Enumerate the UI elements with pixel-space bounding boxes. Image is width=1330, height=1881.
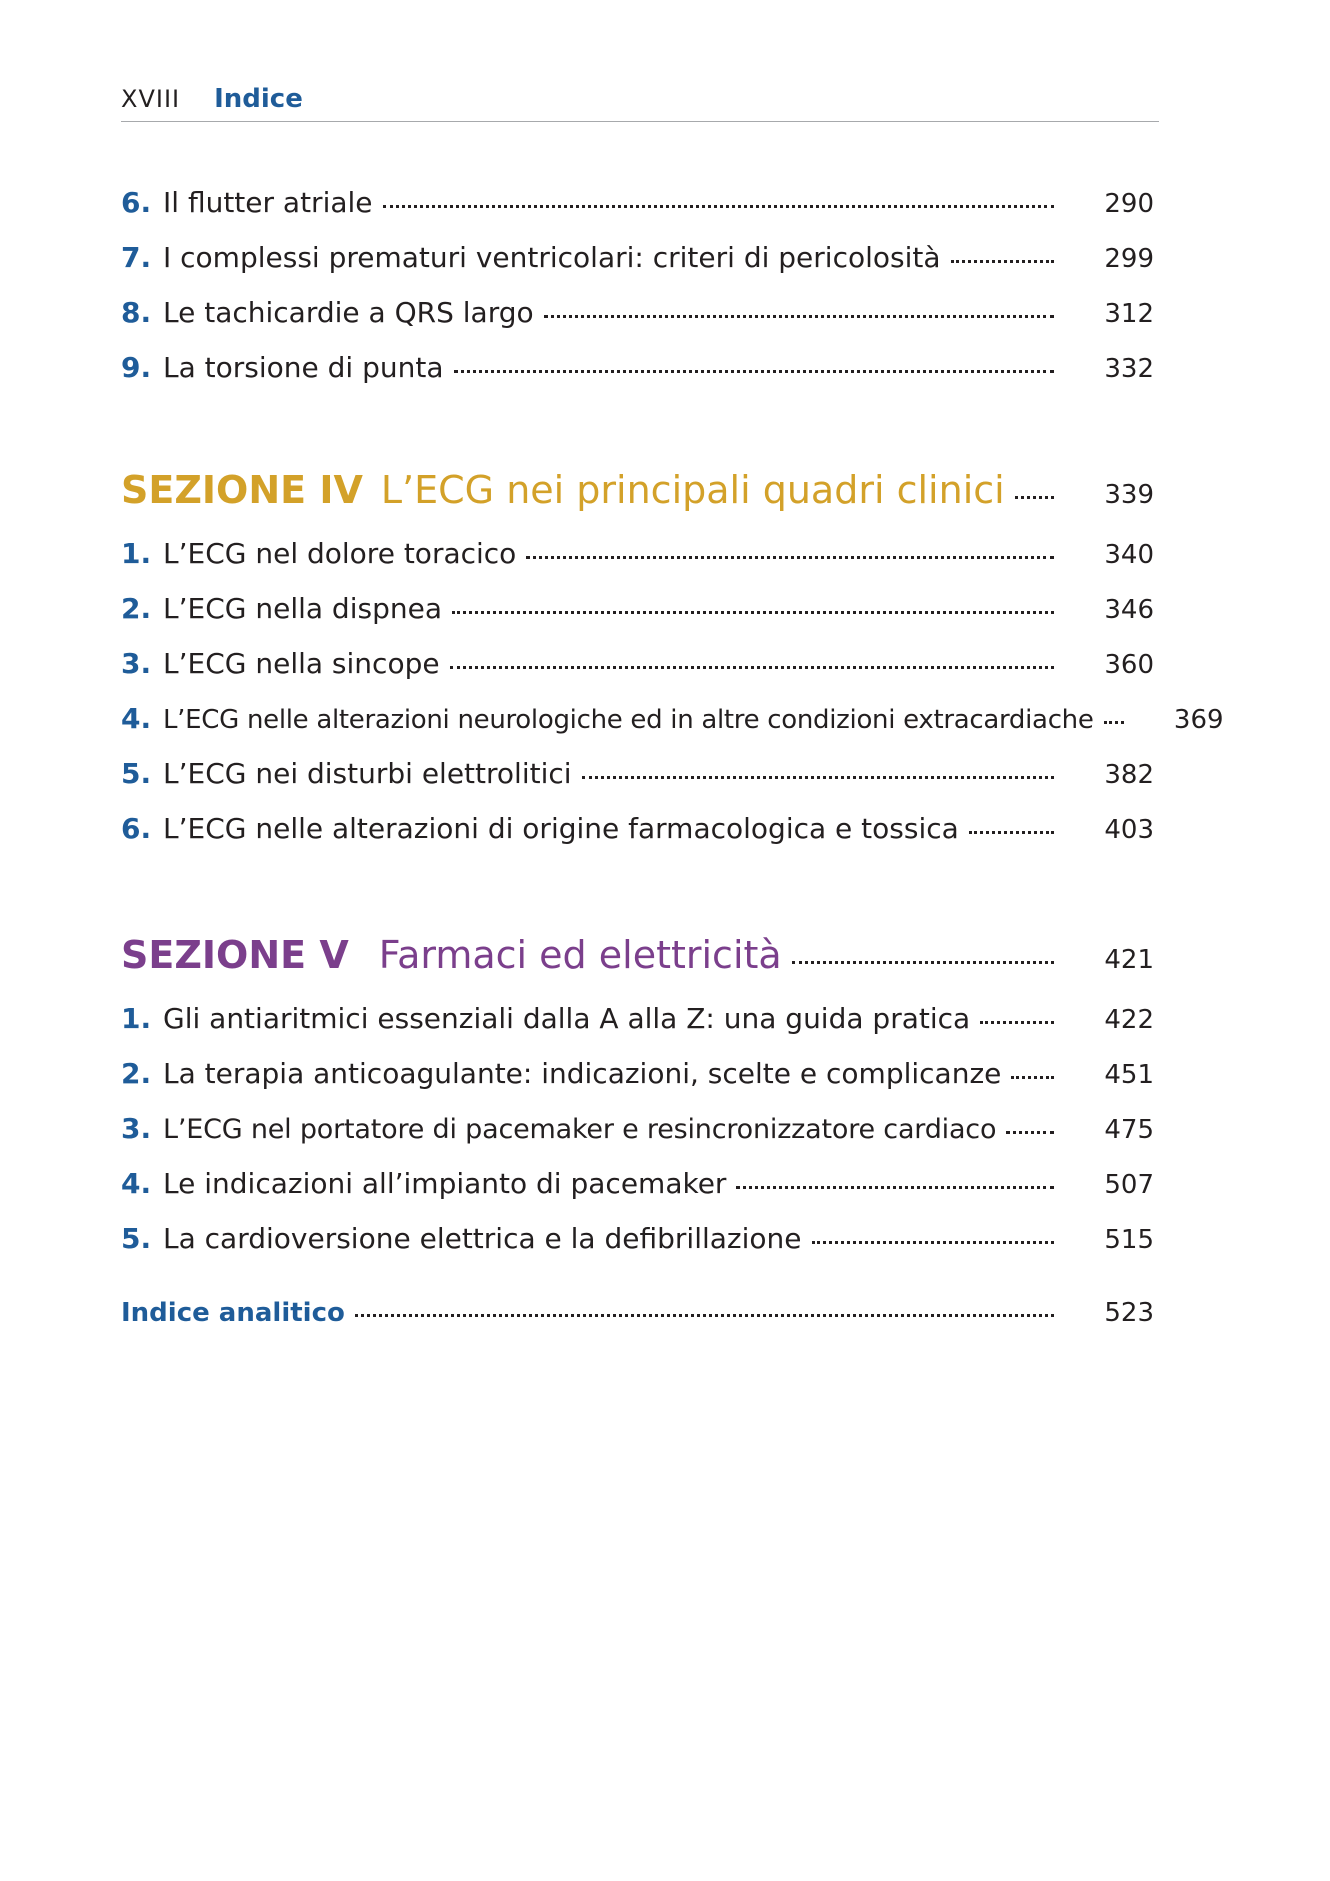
- entry-title: La torsione di punta: [163, 351, 444, 384]
- entry-page: 360: [1104, 650, 1154, 680]
- entry-number: 6.: [121, 186, 152, 219]
- entry-number: 8.: [121, 296, 152, 329]
- toc-entry[interactable]: [121, 1002, 1154, 1048]
- entry-page: 507: [1104, 1170, 1154, 1200]
- entry-title: Le tachicardie a QRS largo: [163, 296, 534, 329]
- dot-leader: [736, 1186, 1054, 1189]
- toc-entry[interactable]: [121, 296, 1154, 342]
- entry-page: 382: [1104, 760, 1154, 790]
- entry-title: I complessi prematuri ventricolari: criteri di pericolosità: [163, 241, 941, 274]
- page-folio: XVIII: [121, 85, 181, 113]
- section-label: SEZIONE IV: [121, 468, 363, 512]
- entry-page: 515: [1104, 1225, 1154, 1255]
- toc-entry[interactable]: [121, 1057, 1154, 1103]
- section-heading-v[interactable]: [121, 933, 1154, 993]
- toc-entry[interactable]: [121, 351, 1154, 397]
- entry-number: 6.: [121, 812, 152, 845]
- entry-title: L’ECG nel dolore toracico: [163, 537, 517, 570]
- entry-number: 5.: [121, 1222, 152, 1255]
- dot-leader: [980, 1021, 1054, 1024]
- entry-number: 7.: [121, 241, 152, 274]
- section-label: SEZIONE V: [121, 933, 349, 977]
- dot-leader: [454, 370, 1054, 373]
- entry-title: L’ECG nella dispnea: [163, 592, 442, 625]
- entry-page: 422: [1104, 1005, 1154, 1035]
- dot-leader: [526, 556, 1054, 559]
- dot-leader: [969, 831, 1054, 834]
- dot-leader: [951, 260, 1054, 263]
- toc-entry[interactable]: [121, 1167, 1154, 1213]
- section-page: 421: [1104, 945, 1154, 975]
- entry-title: Gli antiaritmici essenziali dalla A alla Z: una guida pratica: [163, 1002, 971, 1035]
- running-title: Indice: [214, 84, 303, 114]
- dot-leader: [544, 315, 1054, 318]
- entry-title: Le indicazioni all’impianto di pacemaker: [163, 1167, 727, 1200]
- toc-entry[interactable]: [121, 1112, 1154, 1158]
- dot-leader: [1015, 496, 1054, 499]
- section-page: 339: [1104, 480, 1154, 510]
- entry-number: 3.: [121, 1112, 152, 1145]
- toc-entry[interactable]: [121, 537, 1154, 583]
- entry-title: L’ECG nella sincope: [163, 647, 440, 680]
- entry-number: 4.: [121, 702, 152, 735]
- entry-number: 2.: [121, 1057, 152, 1090]
- dot-leader: [355, 1314, 1054, 1317]
- entry-page: 299: [1104, 244, 1154, 274]
- entry-title: L’ECG nelle alterazioni neurologiche ed in altre condizioni extracardiache: [163, 705, 1094, 735]
- entry-page: 451: [1104, 1060, 1154, 1090]
- toc-entry[interactable]: [121, 812, 1154, 858]
- analytic-index-title: Indice analitico: [121, 1298, 345, 1328]
- entry-page: 290: [1104, 189, 1154, 219]
- entry-page: 369: [1173, 705, 1224, 735]
- entry-number: 9.: [121, 351, 152, 384]
- section-heading-iv[interactable]: [121, 468, 1154, 528]
- toc-entry[interactable]: [121, 757, 1154, 803]
- entry-number: 1.: [121, 537, 152, 570]
- running-header: [121, 84, 1159, 124]
- toc-entry[interactable]: [121, 1222, 1154, 1268]
- dot-leader: [1011, 1076, 1054, 1079]
- entry-title: L’ECG nelle alterazioni di origine farmacologica e tossica: [163, 812, 959, 845]
- dot-leader: [812, 1241, 1055, 1244]
- entry-number: 1.: [121, 1002, 152, 1035]
- toc-entry[interactable]: [121, 647, 1154, 693]
- entry-number: 5.: [121, 757, 152, 790]
- dot-leader: [1104, 721, 1124, 724]
- entry-page: 475: [1104, 1115, 1154, 1145]
- entry-number: 3.: [121, 647, 152, 680]
- toc-entry[interactable]: [121, 702, 1224, 748]
- dot-leader: [452, 611, 1054, 614]
- dot-leader: [792, 961, 1054, 964]
- entry-title: La cardioversione elettrica e la defibrillazione: [163, 1222, 802, 1255]
- entry-title: L’ECG nei disturbi elettrolitici: [163, 757, 572, 790]
- entry-number: 4.: [121, 1167, 152, 1200]
- entry-page: 332: [1104, 354, 1154, 384]
- entry-page: 312: [1104, 299, 1154, 329]
- dot-leader: [383, 205, 1054, 208]
- entry-page: 346: [1104, 595, 1154, 625]
- dot-leader: [450, 666, 1054, 669]
- entry-page: 403: [1104, 815, 1154, 845]
- entry-page: 340: [1104, 540, 1154, 570]
- analytic-index-page: 523: [1104, 1298, 1154, 1328]
- entry-title: Il flutter atriale: [163, 186, 373, 219]
- toc-entry[interactable]: [121, 241, 1154, 287]
- section-title: Farmaci ed elettricità: [378, 933, 782, 977]
- toc-entry[interactable]: [121, 592, 1154, 638]
- header-rule: [121, 121, 1159, 122]
- section-title: L’ECG nei principali quadri clinici: [380, 468, 1005, 512]
- entry-title: La terapia anticoagulante: indicazioni, scelte e complicanze: [163, 1057, 1002, 1090]
- toc-entry-analytic-index[interactable]: [121, 1298, 1154, 1344]
- toc-entry[interactable]: [121, 186, 1154, 232]
- entry-number: 2.: [121, 592, 152, 625]
- entry-title: L’ECG nel portatore di pacemaker e resincronizzatore cardiaco: [163, 1114, 997, 1145]
- dot-leader: [582, 776, 1054, 779]
- dot-leader: [1006, 1131, 1054, 1134]
